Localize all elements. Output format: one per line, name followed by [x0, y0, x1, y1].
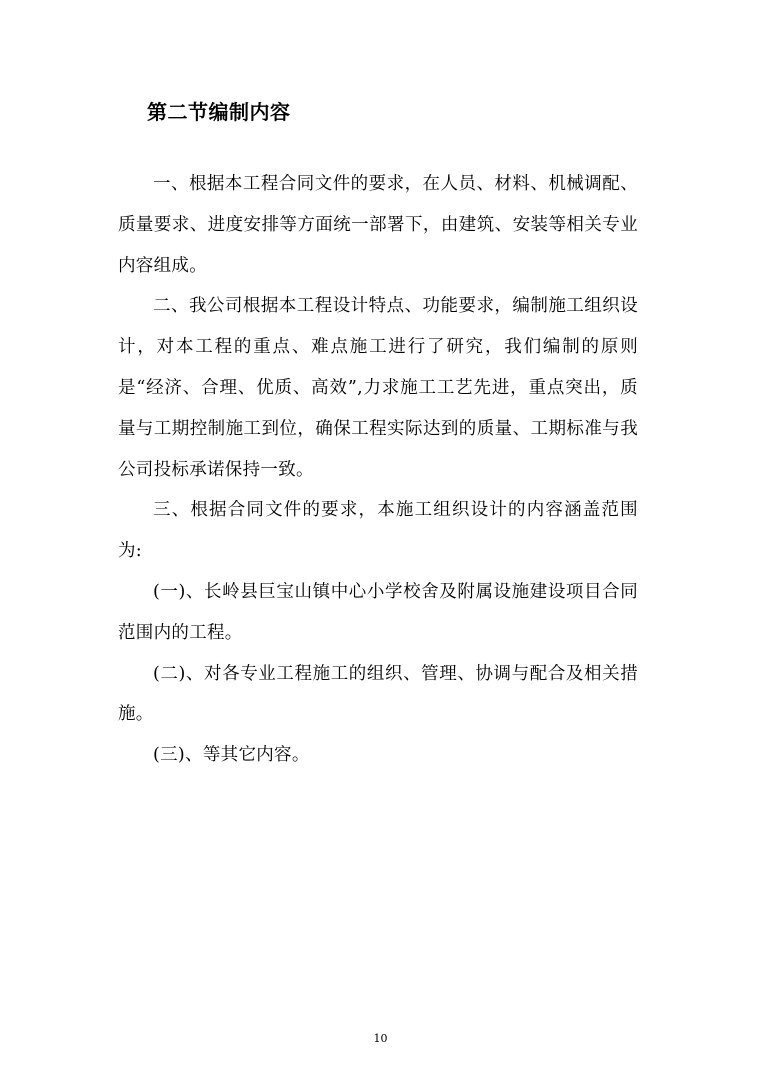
- paragraph-3: 三、根据合同文件的要求，本施工组织设计的内容涵盖范围为:: [118, 500, 638, 562]
- paragraph-4: (一)、长岭县巨宝山镇中心小学校舍及附属设施建设项目合同范围内的工程。: [118, 581, 638, 643]
- document-body: [118, 164, 638, 776]
- paragraph-2: 二、我公司根据本工程设计特点、功能要求，编制施工组织设计，对本工程的重点、难点施工进行了研究，我们编制的原则是“经济、合理、优质、高效”,力求施工工艺先进，重点突出，质量与工期控制施工到位，确保工程实际达到的质量、工期标准与我公司投标承诺保持一致。: [118, 296, 638, 480]
- paragraph-1: 一、根据本工程合同文件的要求，在人员、材料、机械调配、质量要求、进度安排等方面统一部署下，由建筑、安装等相关专业内容组成。: [118, 174, 638, 276]
- paragraph-6: (三)、等其它内容。: [153, 745, 310, 766]
- page-number: 10: [373, 1032, 388, 1045]
- section-title: 第二节编制内容: [147, 100, 291, 124]
- paragraph-5: (二)、对各专业工程施工的组织、管理、协调与配合及相关措施。: [118, 663, 638, 725]
